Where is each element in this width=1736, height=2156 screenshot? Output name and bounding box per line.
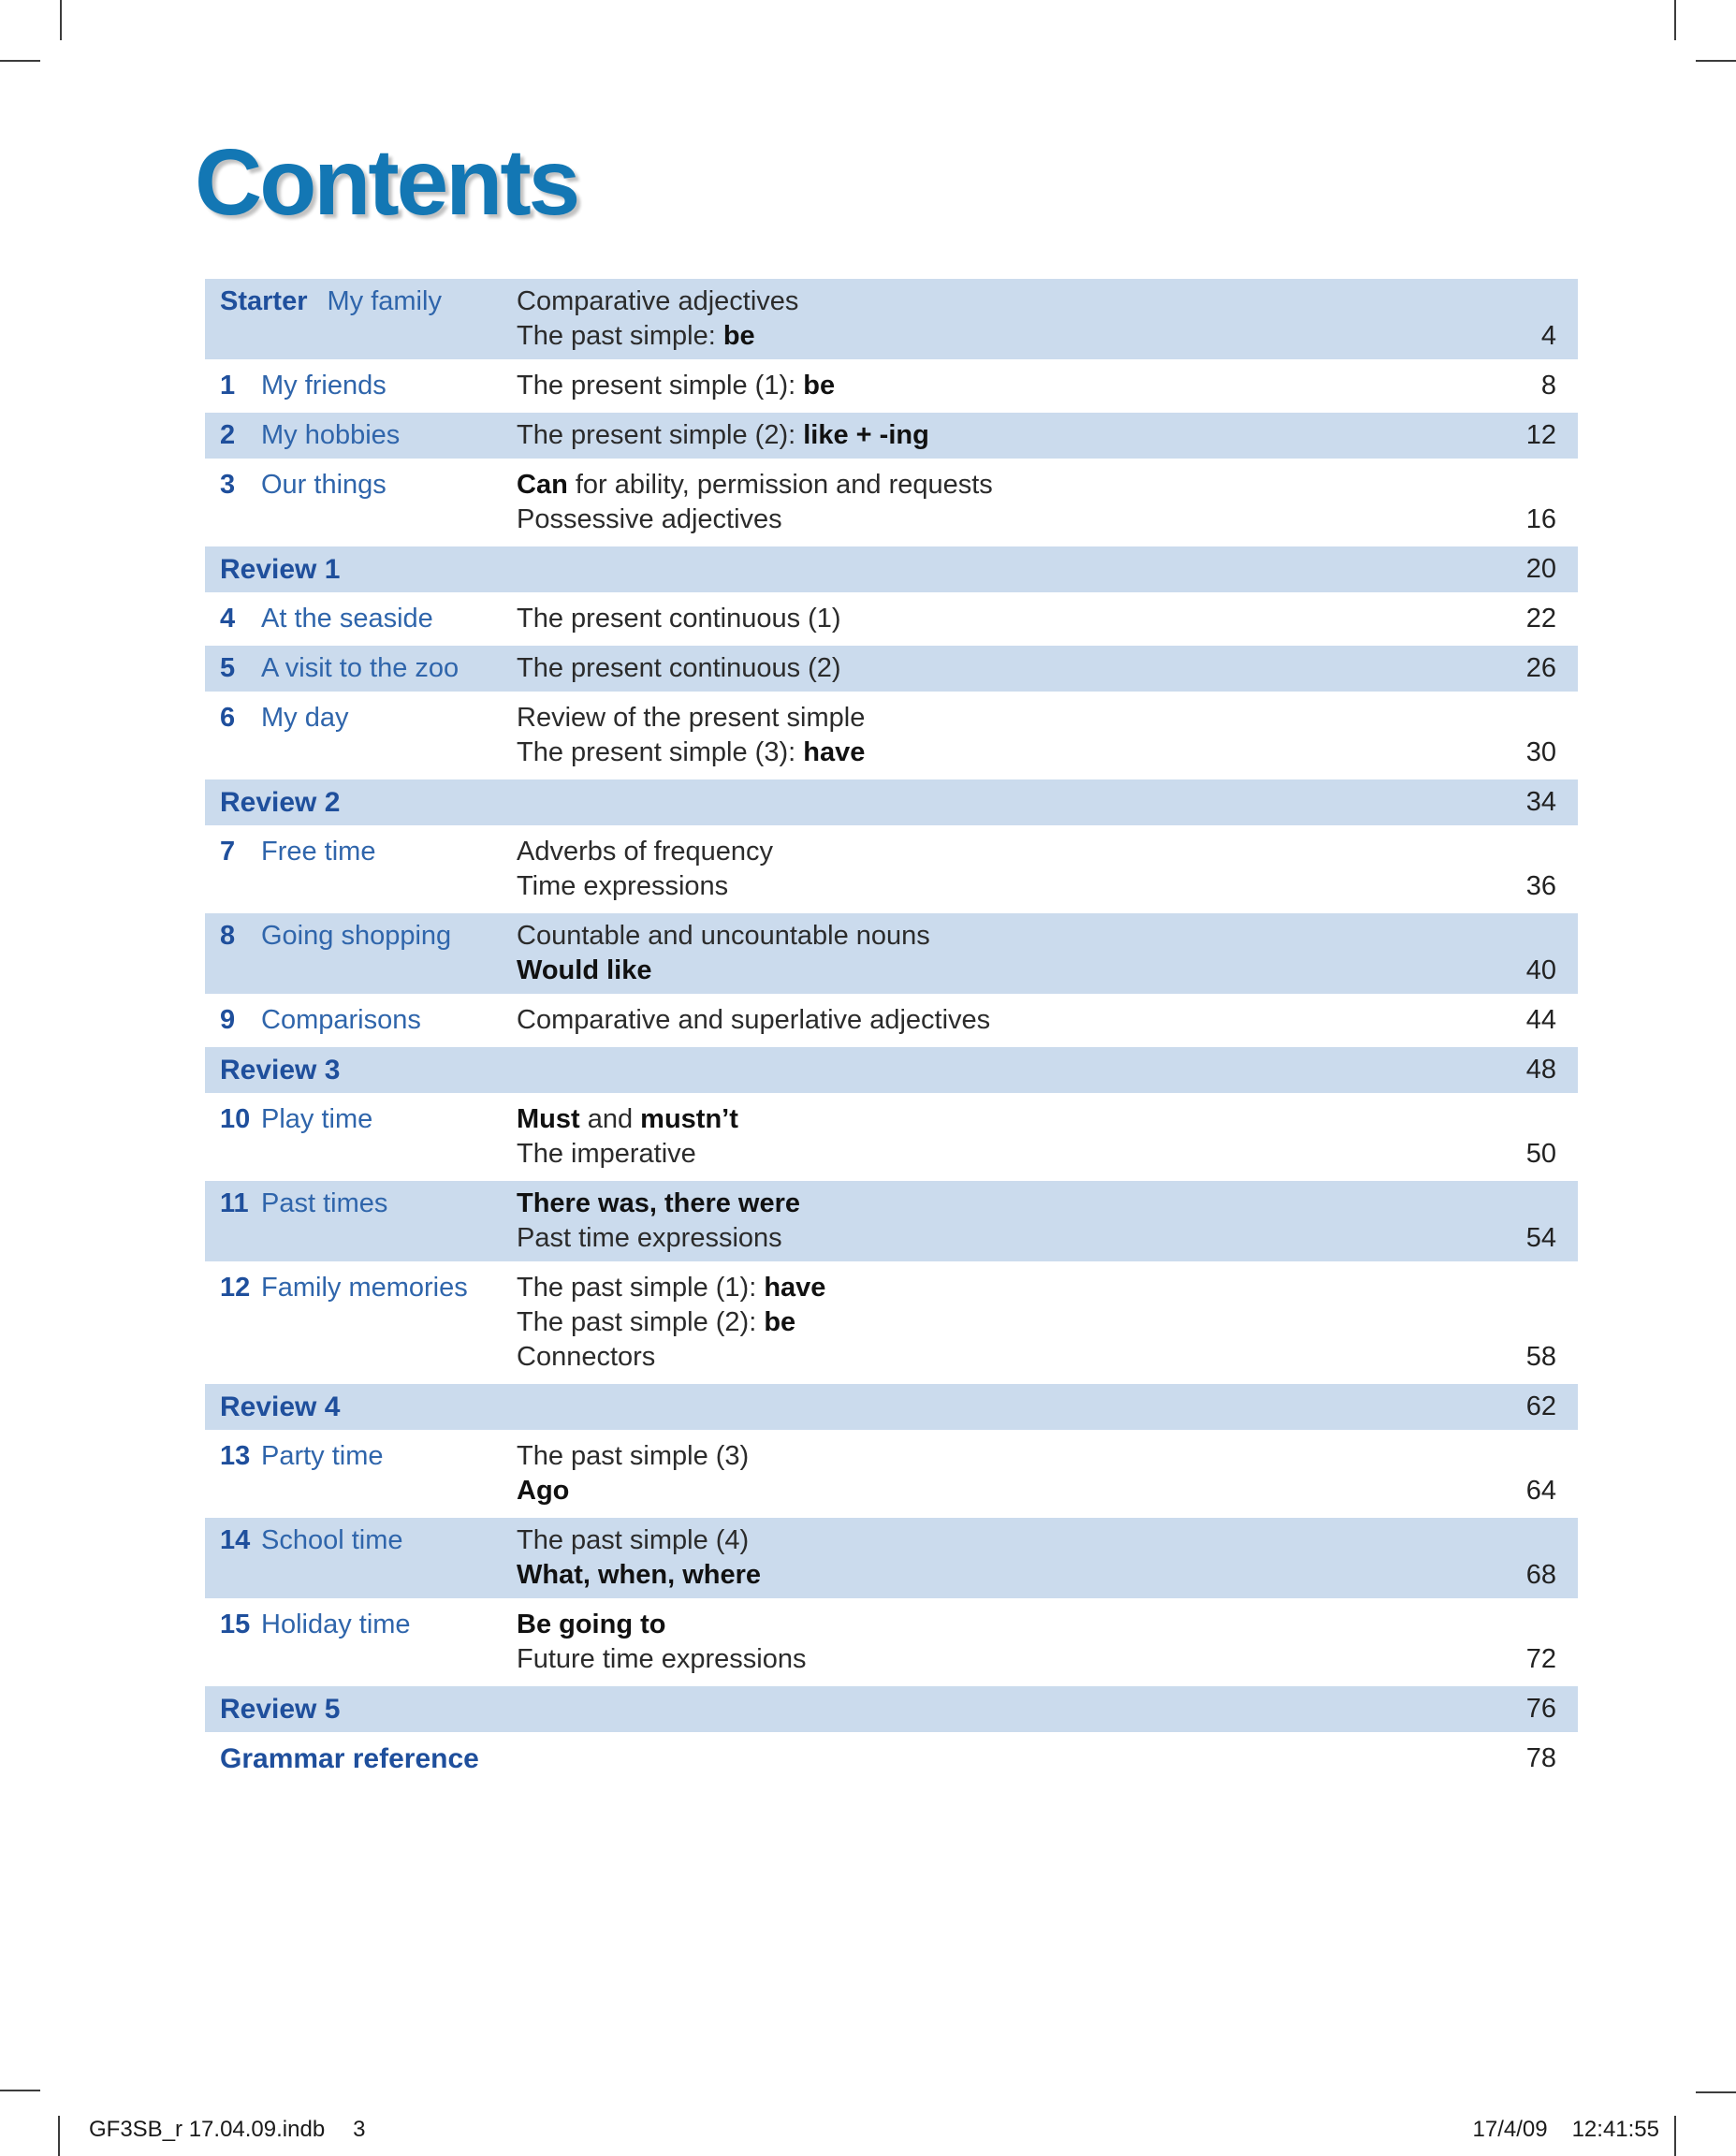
unit-left-cell (205, 602, 517, 636)
grammar-line: Connectors (517, 1342, 656, 1372)
toc-review-row (205, 779, 1578, 825)
crop-mark-bottom-right-vertical (1674, 2116, 1676, 2156)
grammar-line: The past simple: be (517, 321, 755, 351)
unit-number: 9 (220, 1005, 236, 1035)
grammar-line: The present continuous (1) (517, 604, 841, 634)
unit-left-cell (205, 1003, 517, 1038)
page-number: 54 (1525, 1223, 1556, 1253)
grammar-points (517, 1439, 1499, 1508)
page-number: 50 (1525, 1139, 1556, 1169)
grammar-points (517, 1003, 1499, 1038)
unit-title: Our things (261, 470, 387, 500)
grammar-line: Review of the present simple (517, 703, 866, 733)
grammar-line: Can for ability, permission and requests (517, 470, 993, 500)
unit-number: 4 (220, 604, 236, 634)
unit-title: Play time (261, 1104, 373, 1134)
grammar-points (517, 1271, 1499, 1375)
unit-number: 1 (220, 371, 236, 401)
toc-unit-row (205, 1602, 1578, 1683)
page-number: 34 (1525, 787, 1556, 817)
unit-number: 8 (220, 921, 236, 951)
page-number: 64 (1525, 1476, 1556, 1506)
unit-left-cell (205, 835, 517, 904)
grammar-line: The present simple (3): have (517, 737, 866, 767)
unit-title: At the seaside (261, 604, 433, 634)
footer-filename: GF3SB_r 17.04.09.indb (89, 2117, 326, 2142)
unit-number: 13 (220, 1441, 251, 1471)
unit-left-cell (205, 284, 517, 354)
unit-title: A visit to the zoo (261, 653, 460, 683)
unit-title: School time (261, 1525, 403, 1555)
grammar-line: The present continuous (2) (517, 653, 841, 683)
unit-number: 2 (220, 420, 236, 450)
crop-mark-top-left-vertical (60, 0, 62, 40)
page-number: 16 (1525, 504, 1556, 534)
toc-review-row (205, 1047, 1578, 1093)
grammar-line: Past time expressions (517, 1223, 782, 1253)
toc-unit-row (205, 646, 1578, 692)
unit-left-cell (205, 701, 517, 770)
toc-unit-row (205, 596, 1578, 642)
grammar-line: Countable and uncountable nouns (517, 921, 930, 951)
page-number: 72 (1525, 1644, 1556, 1674)
footer-right (1473, 2117, 1660, 2143)
footer-left (89, 2117, 366, 2143)
grammar-line: Would like (517, 955, 652, 985)
unit-left-cell (205, 369, 517, 403)
unit-title: My hobbies (261, 420, 401, 450)
grammar-line: What, when, where (517, 1560, 762, 1590)
review-label: Grammar reference (220, 1743, 479, 1774)
grammar-points (517, 1102, 1499, 1172)
grammar-line: The present simple (2): like + -ing (517, 420, 929, 450)
grammar-line: Future time expressions (517, 1644, 807, 1674)
grammar-line: Be going to (517, 1610, 666, 1639)
grammar-points (517, 1187, 1499, 1256)
page-number: 44 (1525, 1005, 1556, 1035)
page-number: 36 (1525, 871, 1556, 901)
toc-unit-row (205, 1181, 1578, 1261)
page-number: 48 (1525, 1055, 1556, 1085)
grammar-line: Must and mustn’t (517, 1104, 738, 1134)
footer-page-indicator: 3 (353, 2117, 366, 2142)
toc-unit-row (205, 913, 1578, 994)
unit-title: Comparisons (261, 1005, 421, 1035)
footer-date: 17/4/09 (1472, 2117, 1548, 2142)
unit-left-cell (205, 418, 517, 453)
toc-unit-row (205, 279, 1578, 359)
crop-mark-top-right-vertical (1674, 0, 1676, 40)
toc-unit-row (205, 1097, 1578, 1177)
unit-title: My friends (261, 371, 387, 401)
unit-number: 12 (220, 1273, 251, 1303)
unit-number: 6 (220, 703, 236, 733)
toc-unit-row (205, 695, 1578, 776)
page-number: 76 (1525, 1694, 1556, 1724)
crop-mark-bottom-left-horizontal (0, 2090, 40, 2091)
unit-left-cell (205, 1187, 517, 1256)
page-number: 26 (1525, 653, 1556, 683)
unit-title: Free time (261, 837, 376, 867)
grammar-line: The past simple (4) (517, 1525, 750, 1555)
grammar-points (517, 1608, 1499, 1677)
grammar-points (517, 418, 1499, 453)
crop-mark-bottom-right-horizontal (1696, 2091, 1736, 2093)
unit-number: 5 (220, 653, 236, 683)
unit-left-cell (205, 651, 517, 686)
unit-title: Party time (261, 1441, 384, 1471)
grammar-line: The present simple (1): be (517, 371, 836, 401)
crop-mark-top-right-horizontal (1696, 60, 1736, 62)
grammar-points (517, 1523, 1499, 1593)
review-label: Review 1 (220, 554, 341, 585)
unit-number: 10 (220, 1104, 251, 1134)
page-number: 22 (1525, 604, 1556, 634)
page-number: 40 (1525, 955, 1556, 985)
grammar-line: The past simple (3) (517, 1441, 750, 1471)
unit-title: Going shopping (261, 921, 452, 951)
unit-number: 7 (220, 837, 236, 867)
unit-number: 15 (220, 1610, 251, 1639)
toc-unit-row (205, 363, 1578, 409)
toc-review-row (205, 1384, 1578, 1430)
grammar-line: The past simple (2): be (517, 1307, 796, 1337)
unit-left-cell (205, 1523, 517, 1593)
grammar-line: There was, there were (517, 1188, 801, 1218)
review-label: Review 2 (220, 787, 341, 818)
unit-title: Past times (261, 1188, 388, 1218)
unit-number: 14 (220, 1525, 251, 1555)
toc-unit-row (205, 413, 1578, 459)
grammar-points (517, 919, 1499, 988)
toc-unit-row (205, 829, 1578, 910)
toc-unit-row (205, 462, 1578, 543)
toc-review-row (205, 546, 1578, 592)
unit-left-cell (205, 1439, 517, 1508)
unit-number: Starter (220, 286, 308, 316)
contents-table (205, 279, 1578, 1785)
grammar-line: Comparative adjectives (517, 286, 799, 316)
grammar-points (517, 651, 1499, 686)
unit-left-cell (205, 1271, 517, 1375)
toc-unit-row (205, 1265, 1578, 1380)
toc-unit-row (205, 1518, 1578, 1598)
crop-mark-top-left-horizontal (0, 60, 40, 62)
page-number: 58 (1525, 1342, 1556, 1372)
review-label: Review 3 (220, 1055, 341, 1085)
page-number: 62 (1525, 1391, 1556, 1421)
footer-time: 12:41:55 (1571, 2117, 1659, 2142)
unit-title: Family memories (261, 1273, 468, 1303)
grammar-line: Ago (517, 1476, 570, 1506)
unit-number: 3 (220, 470, 236, 500)
grammar-points (517, 602, 1499, 636)
unit-left-cell (205, 1102, 517, 1172)
page-number: 30 (1525, 737, 1556, 767)
unit-title: My day (261, 703, 349, 733)
toc-review-row (205, 1686, 1578, 1732)
grammar-points (517, 369, 1499, 403)
page-number: 20 (1525, 554, 1556, 584)
grammar-line: Possessive adjectives (517, 504, 782, 534)
unit-number: 11 (220, 1188, 249, 1218)
review-label: Review 5 (220, 1694, 341, 1725)
unit-left-cell (205, 468, 517, 537)
page-number: 4 (1540, 321, 1556, 351)
grammar-points (517, 468, 1499, 537)
grammar-line: Adverbs of frequency (517, 837, 774, 867)
grammar-line: The past simple (1): have (517, 1273, 826, 1303)
unit-left-cell (205, 1608, 517, 1677)
crop-mark-bottom-left-vertical (58, 2116, 60, 2156)
unit-title: Holiday time (261, 1610, 411, 1639)
grammar-line: Time expressions (517, 871, 729, 901)
review-label: Review 4 (220, 1391, 341, 1422)
unit-left-cell (205, 919, 517, 988)
page-number: 8 (1540, 371, 1556, 401)
page-number: 12 (1525, 420, 1556, 450)
toc-review-row (205, 1736, 1578, 1782)
grammar-points (517, 284, 1499, 354)
toc-unit-row (205, 998, 1578, 1043)
unit-title: My family (327, 286, 442, 316)
grammar-points (517, 701, 1499, 770)
toc-unit-row (205, 1434, 1578, 1514)
page-title: Contents (195, 130, 578, 235)
page-number: 78 (1525, 1743, 1556, 1773)
page-number: 68 (1525, 1560, 1556, 1590)
grammar-line: Comparative and superlative adjectives (517, 1005, 991, 1035)
grammar-line: The imperative (517, 1139, 696, 1169)
grammar-points (517, 835, 1499, 904)
